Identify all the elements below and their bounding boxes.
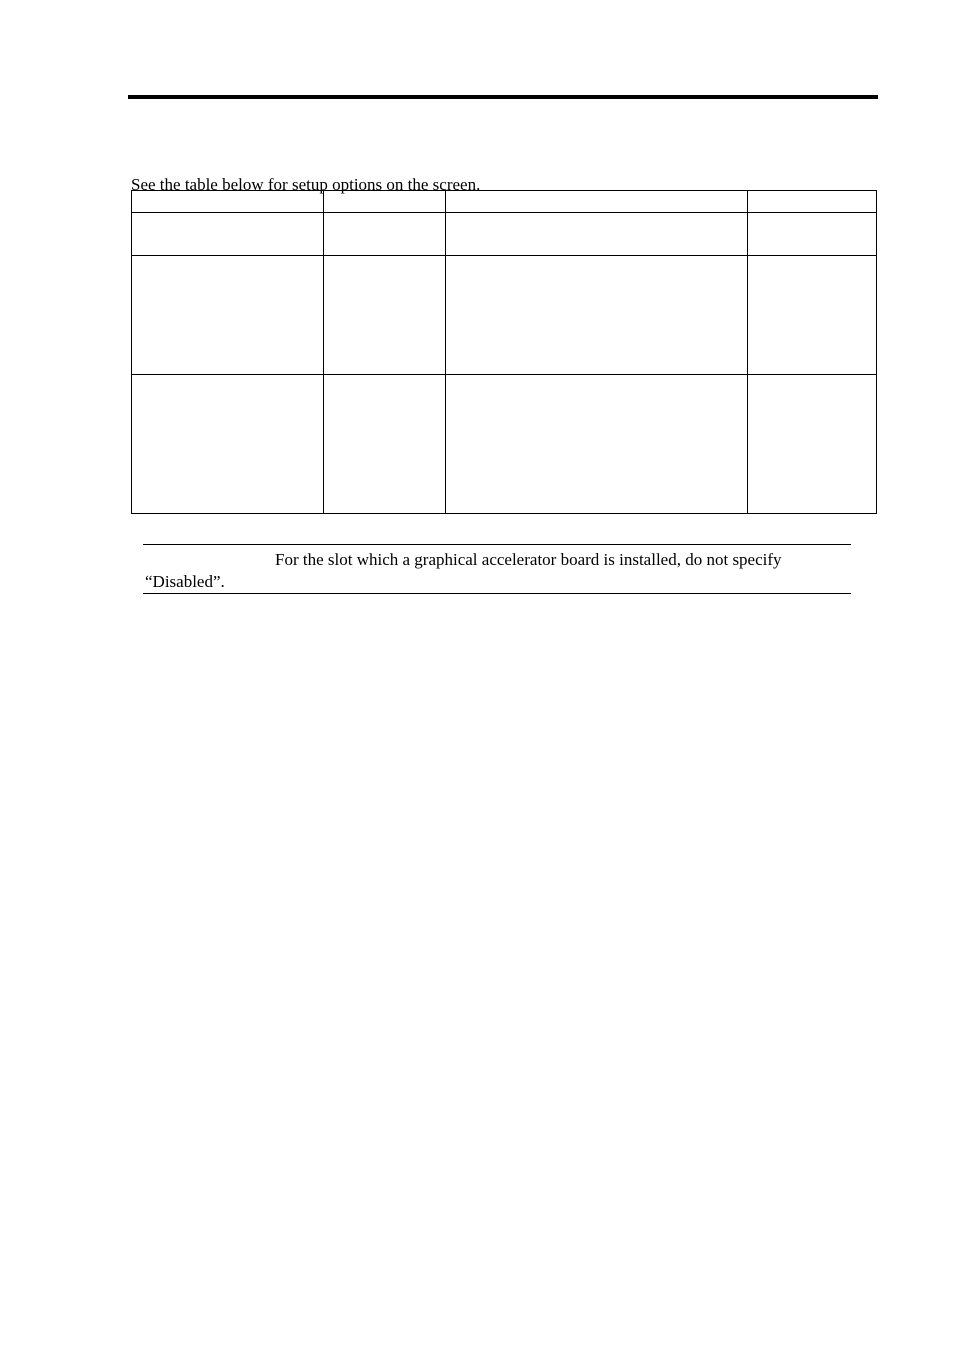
table-cell (446, 213, 748, 256)
header-cell-your-setting (748, 191, 877, 213)
table-cell (132, 375, 324, 514)
table-cell (324, 375, 446, 514)
table-cell (324, 213, 446, 256)
header-rule (128, 95, 878, 99)
table-cell (748, 256, 877, 375)
table-cell (748, 213, 877, 256)
header-cell-description (446, 191, 748, 213)
note-text-line-2: “Disabled”. (145, 572, 225, 591)
table-cell (446, 256, 748, 375)
table-cell (748, 375, 877, 514)
table-cell (132, 256, 324, 375)
header-cell-option (132, 191, 324, 213)
table-cell (446, 375, 748, 514)
setup-options-table (131, 190, 877, 514)
important-note (143, 544, 851, 594)
table-row (132, 375, 877, 514)
table-cell (324, 256, 446, 375)
table-cell (132, 213, 324, 256)
table-header-row (132, 191, 877, 213)
intro-text: See the table below for setup options on the screen. (131, 175, 481, 194)
table-row (132, 256, 877, 375)
note-text-line-1: For the slot which a graphical accelerator board is installed, do not specify (275, 550, 782, 569)
table-row (132, 213, 877, 256)
header-cell-parameter (324, 191, 446, 213)
